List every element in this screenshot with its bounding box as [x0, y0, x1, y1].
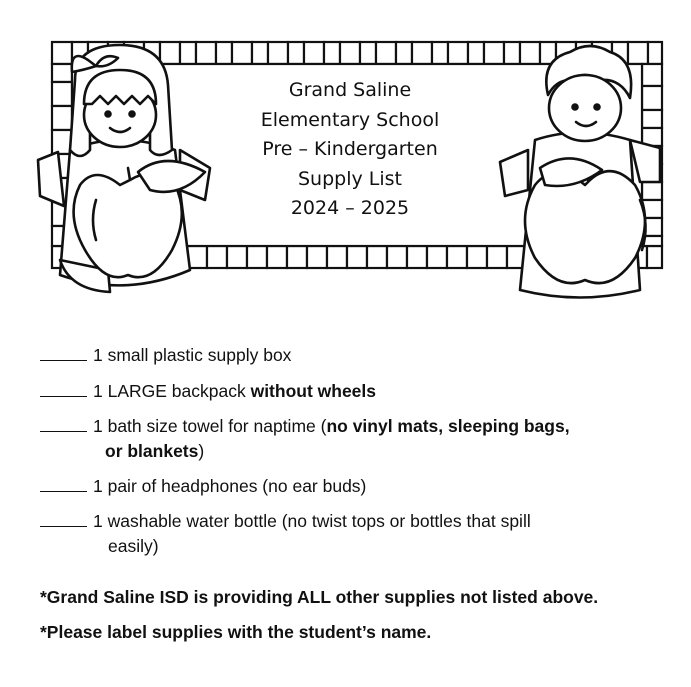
school-name-line1: Grand Saline — [288, 79, 412, 101]
item-text-tail: ) — [198, 441, 205, 461]
border-block — [647, 246, 662, 268]
border-block — [407, 246, 427, 268]
border-block — [467, 246, 487, 268]
notes-section — [40, 585, 680, 644]
border-block — [642, 182, 662, 200]
item-text: 1 pair of headphones (no ear buds) — [93, 476, 367, 496]
school-name-line2: Elementary School — [260, 108, 440, 131]
checkbox-blank — [40, 511, 87, 527]
list-item — [40, 509, 670, 559]
supply-list — [40, 343, 670, 559]
border-block — [52, 42, 72, 64]
border-block — [468, 42, 484, 64]
border-block — [52, 106, 72, 130]
note-label-supplies: *Please label supplies with the student’s name. — [40, 622, 432, 642]
note-supplies-provided: *Grand Saline ISD is providing ALL other supplies not listed above. — [40, 587, 599, 607]
border-block — [52, 64, 72, 82]
checkbox-blank — [40, 345, 87, 361]
item-emphasis-continued: or blankets — [105, 441, 199, 461]
list-title: Supply List — [298, 167, 402, 190]
border-block — [642, 110, 662, 128]
list-item — [40, 414, 670, 464]
list-item — [40, 379, 670, 404]
border-block — [227, 246, 247, 268]
item-text: 1 small plastic supply box — [93, 345, 292, 365]
border-block — [520, 42, 540, 64]
checkbox-blank — [40, 476, 87, 492]
border-block — [180, 42, 196, 64]
item-text: 1 bath size towel for naptime ( — [93, 416, 327, 436]
item-emphasis: without wheels — [250, 381, 377, 401]
border-block — [360, 42, 376, 64]
border-block — [448, 42, 468, 64]
border-block — [232, 42, 252, 64]
border-block — [216, 42, 232, 64]
border-block — [160, 42, 180, 64]
border-block — [324, 42, 340, 64]
border-block — [196, 42, 216, 64]
border-block — [412, 42, 432, 64]
border-block — [487, 246, 507, 268]
list-item — [40, 474, 670, 499]
border-block — [427, 246, 447, 268]
border-block — [367, 246, 387, 268]
title-block — [215, 76, 485, 224]
school-year: 2024 – 2025 — [290, 197, 410, 220]
item-text-continued: easily) — [108, 536, 159, 556]
border-block — [267, 246, 287, 268]
border-block — [252, 42, 268, 64]
border-block — [387, 246, 407, 268]
border-block — [504, 42, 520, 64]
border-block — [268, 42, 288, 64]
border-block — [347, 246, 367, 268]
border-block — [247, 246, 267, 268]
border-block — [484, 42, 504, 64]
border-block — [307, 246, 327, 268]
border-block — [340, 42, 360, 64]
checkbox-blank — [40, 381, 87, 397]
grade-level: Pre – Kindergarten — [262, 138, 438, 161]
border-block — [327, 246, 347, 268]
border-block — [642, 86, 662, 110]
border-block — [447, 246, 467, 268]
item-emphasis: no vinyl mats, sleeping bags, — [326, 416, 570, 436]
border-block — [642, 64, 662, 86]
border-block — [432, 42, 448, 64]
border-block — [376, 42, 396, 64]
border-block — [628, 42, 648, 64]
item-text: 1 washable water bottle (no twist tops or bottles that spill — [93, 511, 531, 531]
border-block — [288, 42, 304, 64]
border-block — [287, 246, 307, 268]
list-item — [40, 343, 670, 368]
item-text: 1 LARGE backpack — [93, 381, 251, 401]
border-block — [396, 42, 412, 64]
border-block — [648, 42, 662, 64]
border-block — [304, 42, 324, 64]
border-block — [207, 246, 227, 268]
border-block — [52, 82, 72, 106]
checkbox-blank — [40, 416, 87, 432]
